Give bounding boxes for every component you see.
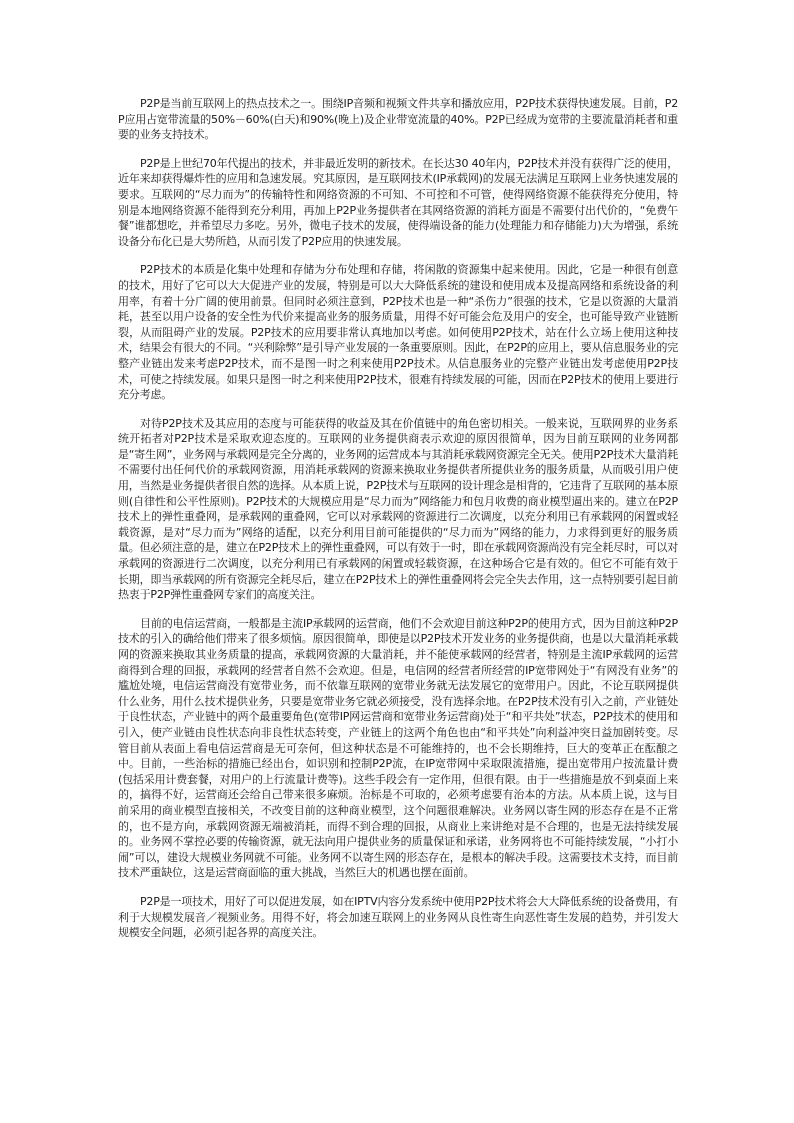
paragraph: 对待P2P技术及其应用的态度与可能获得的收益及其在价值链中的角色密切相关。一般来说，互联网界的业务系统开拓者对P2P技术是采取欢迎态度的。互联网的业务提供商表示欢迎的原因很简单，因为目前互联网的业务网都是“寄生网”，业务网与承载网是完全分离的，业务网的运营成本与其消耗承载网资源完全无关。使用P2P技术大量消耗不需要付出任何代价的承载网资源，用消耗承载网的资源来换取业务提供者所提供业务的服务质量，从而吸引用户使用，当然是业务提供者很自然的选择。从本质上说，P2P技术与互联网的设计理念是相背的，它违背了互联网的基本原则(自律性和公平性原则)。P2P技术的大规模应用是“尽力而为”网络能力和包月收费的商业模型逼出来的。建立在P2P技术上的弹性重叠网，是承载网的重叠网，它可以对承载网的资源进行二次调度，以充分利用已有承载网的闲置或轻载资源，是对“尽力而为”网络的适配，以充分利用目前可能提供的“尽力而为”网络的能力，力求得到更好的服务质量。但必须注意的是，建立在P2P技术上的弹性重叠网，可以有效于一时，即在承载网资源尚没有完全耗尽时，可以对承载网的资源进行二次调度，以充分利用已有承载网的闲置或轻载资源，在这种场合它是有效的。但它不可能有效于长期，即当承载网的所有资源完全耗尽后，建立在P2P技术上的弹性重叠网将会完全失去作用，这一点特别要引起目前热衷于P2P弹性重叠网专家们的高度关注。: [118, 416, 678, 602]
paragraph: 目前的电信运营商，一般都是主流IP承载网的运营商，他们不会欢迎目前这种P2P的使用方式，因为目前这种P2P技术的引入的确给他们带来了很多烦恼。原因很简单，即使是以P2P技术开发业务的业务提供商，也是以大量消耗承载网的资源来换取其业务质量的提高，承载网资源的大量消耗，并不能使承载网的经营者，特别是主流IP承载网的运营商得到合理的回报，承载网的经营者自然不会欢迎。但是，电信网的经营者所经营的IP宽带网处于“有网没有业务”的尴尬处境，电信运营商没有宽带业务，而不依靠互联网的宽带业务就无法发展它的宽带用户。因此，不论互联网提供什么业务，用什么技术提供业务，只要是宽带业务它就必须接受，没有选择余地。在P2P技术没有引入之前，产业链处于良性状态，产业链中的两个最重要角色(宽带IP网运营商和宽带业务运营商)处于“和平共处”状态，P2P技术的使用和引入，使产业链由良性状态向非良性状态转变，产业链上的这两个角色也由“和平共处”向利益冲突日益加剧转变。尽管目前从表面上看电信运营商是无可奈何，但这种状态是不可能维持的，也不会长期维持，巨大的变革正在酝酿之中。目前，一些治标的措施已经出台，如识别和控制P2P流，在IP宽带网中采取限流措施，提出宽带用户按流量计费(包括采用计费套餐，对用户的上行流量计费等)。这些手段会有一定作用，但很有限。由于一些措施是放不到桌面上来的，搞得不好，运营商还会给自己带来很多麻烦。治标是不可取的，必须考虑要有治本的方法。从本质上说，这与目前采用的商业模型直接相关，不改变目前的这种商业模型，这个问题很难解决。业务网以寄生网的形态存在是不正常的，也不是方向，承载网资源无端被消耗，而得不到合理的回报，从商业上来讲绝对是不合理的，也是无法持续发展的。业务网不掌控必要的传输资源，就无法向用户提供业务的质量保证和承诺，业务网将也不可能持续发展，“小打小闹”可以，建设大规模业务网就不可能。业务网不以寄生网的形态存在，是根本的解决手段。这需要技术支持，而目前技术严重缺位，这是运营商面临的重大挑战，当然巨大的机遇也摆在面前。: [118, 616, 678, 880]
paragraph: P2P技术的本质是化集中处理和存储为分布处理和存储，将闲散的资源集中起来使用。因此，它是一种很有创意的技术，用好了它可以大大促进产业的发展，特别是可以大大降低系统的建设和使用成本及提高网络和系统设备的利用率，有着十分广阔的使用前景。但同时必须注意到，P2P技术也是一种“杀伤力”很强的技术，它是以资源的大量消耗，甚至以用户设备的安全性为代价来提高业务的服务质量，用得不好可能会危及用户的安全，也可能导致产业链断裂，从而阻碍产业的发展。P2P技术的应用要非常认真地加以考虑。如何使用P2P技术，站在什么立场上使用这种技术，结果会有很大的不同。“兴利除弊”是引导产业发展的一条重要原则。因此，在P2P的应用上，要从信息服务业的完整产业链出发来考虑P2P技术，而不是图一时之利来使用P2P技术。从信息服务业的完整产业链出发考虑使用P2P技术，可使之持续发展。如果只是图一时之利来使用P2P技术，很难有持续发展的可能，因而在P2P技术的使用上要进行充分考虑。: [118, 263, 678, 402]
paragraph: P2P是当前互联网上的热点技术之一。围绕IP音频和视频文件共享和播放应用，P2P技术获得快速发展。目前，P2P应用占宽带流量的50%－60%(白天)和90%(晚上)及企业带宽流量的40%。P2P已经成为宽带的主要流量消耗者和重要的业务支持技术。: [118, 97, 678, 142]
document-page: [118, 96, 678, 954]
paragraph: P2P是一项技术，用好了可以促进发展，如在IPTV内容分发系统中使用P2P技术将会大大降低系统的设备费用，有利于大规模发展音／视频业务。用得不好，将会加速互联网上的业务网从良性寄生向恶性寄生发展的趋势，并引发大规模安全问题，必须引起各界的高度关注。: [118, 894, 678, 940]
paragraph: P2P是上世纪70年代提出的技术，并非最近发明的新技术。在长达30 40年内，P2P技术并没有获得广泛的使用，近年来却获得爆炸性的应用和急速发展。究其原因，是互联网技术(IP承载网)的发展无法满足互联网上业务快速发展的要求。互联网的“尽力而为”的传输特性和网络资源的不可知、不可控和不可管，使得网络资源不能获得充分使用，特别是本地网络资源不能得到充分利用，再加上P2P业务提供者在其网络资源的消耗方面是不需要付出代价的，“免费午餐”谁都想吃，并希望尽力多吃。另外，微电子技术的发展，使得端设备的能力(处理能力和存储能力)大为增强，系统设备分布化已是大势所趋，从而引发了P2P应用的快速发展。: [118, 156, 678, 248]
